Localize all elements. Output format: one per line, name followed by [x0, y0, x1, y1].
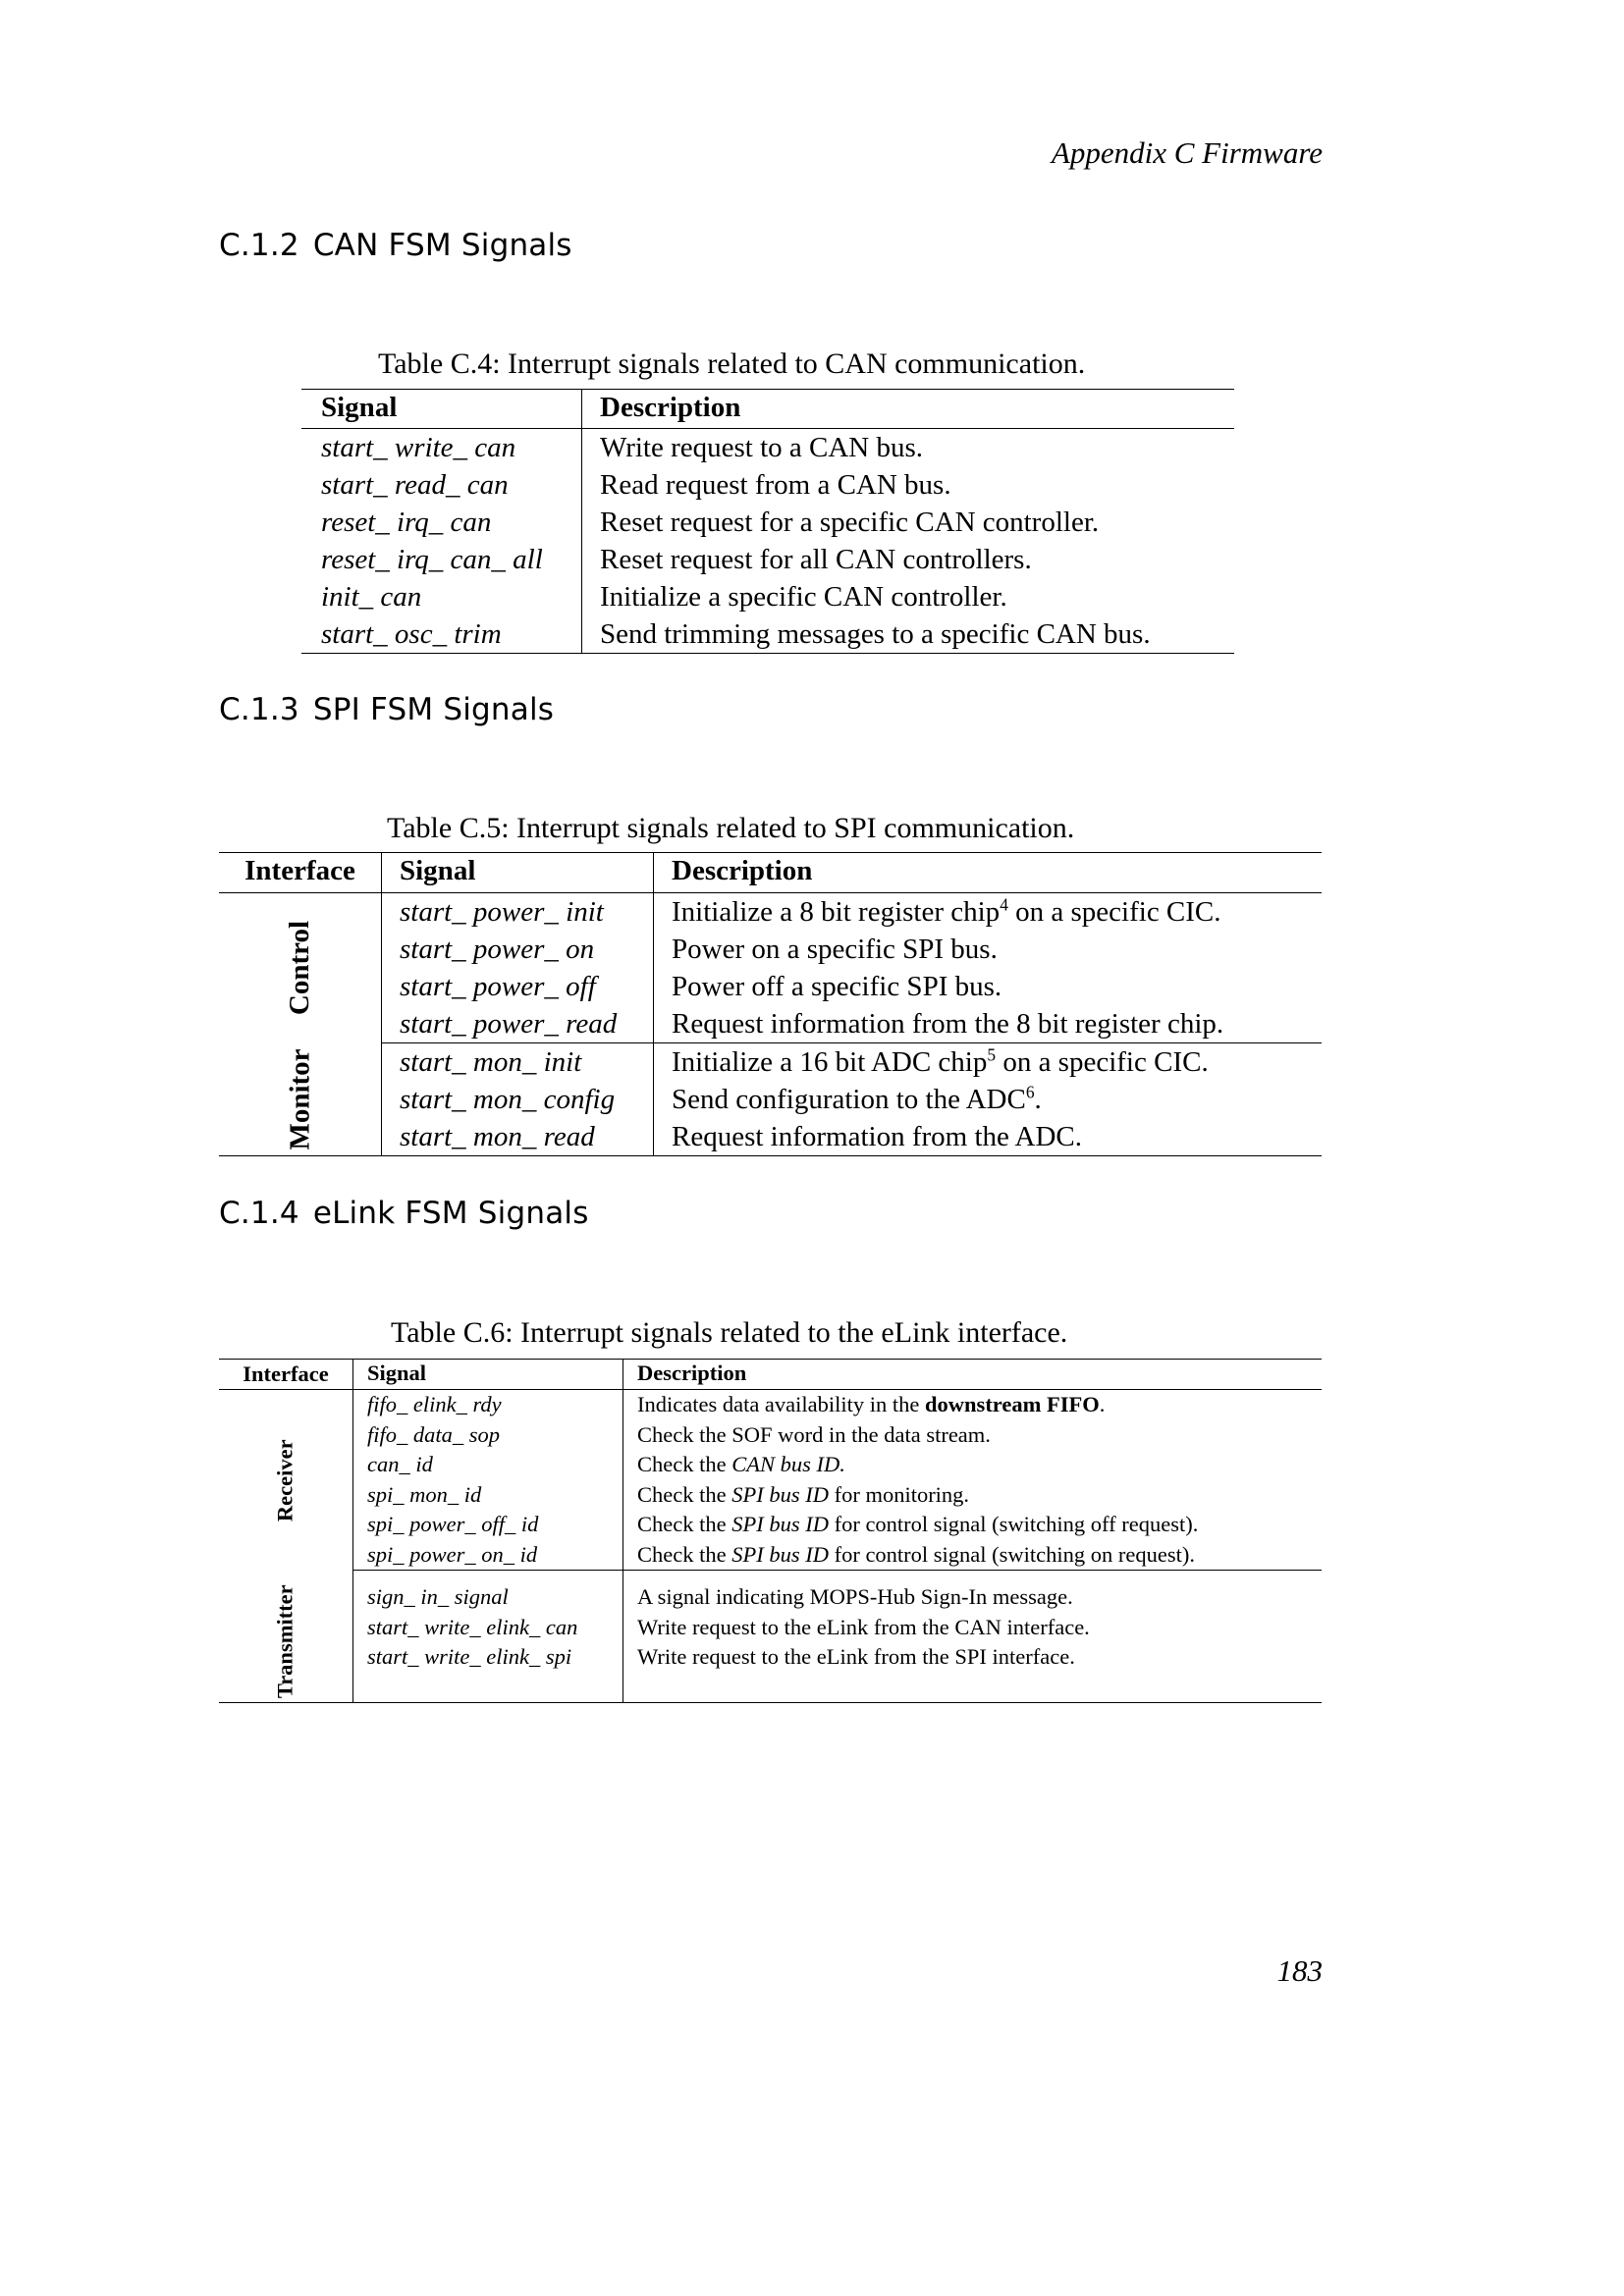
page-number: 183 — [1276, 1953, 1323, 1988]
table-row — [301, 504, 1234, 541]
description-text: . — [1034, 1084, 1042, 1115]
table-c5-caption: Table C.5: Interrupt signals related to SPI communication. — [387, 812, 1075, 844]
description-text: on a specific CIC. — [996, 1046, 1209, 1078]
description-emphasis: SPI bus ID — [731, 1512, 829, 1536]
description-cell: A signal indicating MOPS-Hub Sign-In message. — [637, 1584, 1073, 1609]
column-header-interface: Interface — [219, 1360, 353, 1390]
section-number: C.1.2 — [219, 228, 299, 263]
description-text: Check the — [637, 1452, 732, 1476]
description-cell: Request information from the 8 bit register chip. — [654, 1005, 1323, 1043]
section-title: CAN FSM Signals — [312, 228, 572, 263]
interface-group-control — [219, 893, 382, 1043]
description-emphasis: SPI bus ID — [731, 1541, 829, 1567]
signal-cell: start_ osc_ trim — [301, 615, 582, 654]
table-header-row — [219, 1360, 1322, 1390]
description-text: Indicates data availability in the — [637, 1392, 926, 1416]
description-text: Initialize a 16 bit ADC chip — [672, 1046, 988, 1078]
description-text: for monitoring. — [828, 1481, 970, 1507]
description-text: for control signal (switching off request). — [828, 1512, 1199, 1536]
footnote-marker: 6 — [1025, 1082, 1035, 1102]
table-row — [301, 429, 1234, 467]
column-header-description: Description — [623, 1360, 1323, 1390]
running-header: Appendix C Firmware — [1051, 135, 1323, 170]
table-row — [219, 1510, 1322, 1540]
table-row — [301, 541, 1234, 578]
section-title: eLink FSM Signals — [312, 1196, 589, 1231]
description-cell — [654, 1081, 1323, 1118]
table-row — [219, 1540, 1322, 1571]
description-emphasis: SPI bus ID — [731, 1481, 829, 1507]
description-cell: Initialize a specific CAN controller. — [600, 581, 1007, 613]
description-text: Check the — [637, 1481, 732, 1507]
signal-cell: start_ power_ off — [382, 968, 654, 1005]
signal-cell: start_ mon_ read — [382, 1118, 654, 1156]
interface-group-transmitter — [219, 1571, 353, 1703]
description-text: Check the — [637, 1512, 732, 1536]
interface-group-receiver — [219, 1390, 353, 1571]
section-number: C.1.3 — [219, 692, 299, 727]
column-header-signal: Signal — [353, 1360, 623, 1390]
description-cell: Request information from the ADC. — [654, 1118, 1323, 1156]
table-header-row — [301, 390, 1234, 429]
description-cell — [623, 1390, 1323, 1420]
footnote-marker: 5 — [987, 1044, 997, 1065]
signal-cell: reset_ irq_ can_ all — [301, 541, 582, 578]
description-cell: Write request to a CAN bus. — [600, 432, 924, 463]
column-header-signal: Signal — [382, 853, 654, 893]
interface-group-monitor — [219, 1043, 382, 1156]
signal-cell: start_ mon_ config — [382, 1081, 654, 1118]
description-cell: Reset request for all CAN controllers. — [600, 544, 1032, 575]
signal-cell: start_ write_ elink_ spi — [353, 1642, 623, 1702]
description-emphasis: CAN bus ID. — [731, 1452, 845, 1476]
section-title: SPI FSM Signals — [312, 692, 555, 727]
signal-cell: start_ mon_ init — [382, 1043, 654, 1082]
interface-label: Monitor — [284, 1048, 316, 1150]
table-c6-caption: Table C.6: Interrupt signals related to the eLink interface. — [391, 1316, 1068, 1349]
description-cell: Power on a specific SPI bus. — [672, 934, 998, 965]
footnote-marker: 4 — [1000, 894, 1008, 915]
column-header-interface: Interface — [219, 853, 382, 893]
description-text: for control signal (switching on request). — [828, 1541, 1195, 1567]
description-text: Initialize a 8 bit register chip — [672, 896, 1001, 928]
description-text: Send configuration to the ADC — [672, 1084, 1026, 1115]
table-row — [219, 1005, 1322, 1043]
table-row — [219, 1043, 1322, 1082]
signal-cell: fifo_ data_ sop — [353, 1420, 623, 1451]
section-number: C.1.4 — [219, 1196, 299, 1231]
table-row — [219, 1642, 1322, 1702]
table-c6 — [219, 1359, 1322, 1703]
interface-label: Control — [284, 921, 316, 1016]
interface-label: Receiver — [272, 1438, 298, 1522]
table-row — [219, 1571, 1322, 1613]
signal-cell: spi_ mon_ id — [353, 1480, 623, 1511]
signal-cell: fifo_ elink_ rdy — [353, 1390, 623, 1420]
description-text: Check the — [637, 1541, 732, 1567]
description-cell: Check the SOF word in the data stream. — [637, 1421, 991, 1447]
column-header-description: Description — [654, 853, 1323, 893]
description-cell — [623, 1480, 1323, 1511]
table-c4-caption: Table C.4: Interrupt signals related to CAN communication. — [378, 347, 1086, 380]
table-row — [301, 578, 1234, 615]
description-cell: Write request to the eLink from the CAN interface. — [637, 1614, 1090, 1639]
signal-cell: start_ power_ on — [382, 931, 654, 968]
description-text: on a specific CIC. — [1007, 896, 1221, 928]
description-cell — [654, 1043, 1323, 1082]
table-row — [219, 893, 1322, 932]
table-row — [219, 968, 1322, 1005]
table-header-row — [219, 853, 1322, 893]
table-row — [219, 1390, 1322, 1420]
signal-cell: start_ write_ elink_ can — [353, 1613, 623, 1643]
description-cell: Reset request for a specific CAN controller. — [600, 507, 1100, 538]
description-cell: Power off a specific SPI bus. — [672, 971, 1002, 1002]
section-heading-spi — [219, 692, 554, 727]
column-header-description: Description — [582, 390, 1235, 429]
table-row — [219, 931, 1322, 968]
signal-cell: can_ id — [353, 1450, 623, 1480]
signal-cell: spi_ power_ off_ id — [353, 1510, 623, 1540]
column-header-signal: Signal — [301, 390, 582, 429]
description-cell — [623, 1510, 1323, 1540]
section-heading-elink — [219, 1196, 589, 1231]
table-row — [219, 1420, 1322, 1451]
table-c4 — [301, 389, 1234, 654]
table-row — [219, 1081, 1322, 1118]
table-row — [219, 1118, 1322, 1156]
table-row — [219, 1480, 1322, 1511]
signal-cell: start_ read_ can — [301, 466, 582, 504]
signal-cell: start_ write_ can — [301, 429, 582, 467]
signal-cell: init_ can — [301, 578, 582, 615]
interface-label: Transmitter — [272, 1584, 298, 1699]
description-cell: Write request to the eLink from the SPI interface. — [623, 1642, 1323, 1702]
description-cell: Send trimming messages to a specific CAN bus. — [582, 615, 1235, 654]
table-c5 — [219, 852, 1322, 1156]
table-row — [219, 1450, 1322, 1480]
description-cell: Read request from a CAN bus. — [600, 469, 951, 501]
table-row — [301, 466, 1234, 504]
description-text: . — [1099, 1392, 1106, 1416]
signal-cell: start_ power_ init — [382, 893, 654, 932]
description-cell — [654, 893, 1323, 932]
description-cell — [623, 1540, 1323, 1571]
signal-cell: sign_ in_ signal — [353, 1571, 623, 1613]
signal-cell: start_ power_ read — [382, 1005, 654, 1043]
description-emphasis: downstream FIFO — [925, 1392, 1100, 1416]
table-row — [219, 1613, 1322, 1643]
signal-cell: spi_ power_ on_ id — [353, 1540, 623, 1571]
description-cell — [623, 1450, 1323, 1480]
table-row — [301, 615, 1234, 654]
section-heading-can — [219, 228, 572, 263]
signal-cell: reset_ irq_ can — [301, 504, 582, 541]
